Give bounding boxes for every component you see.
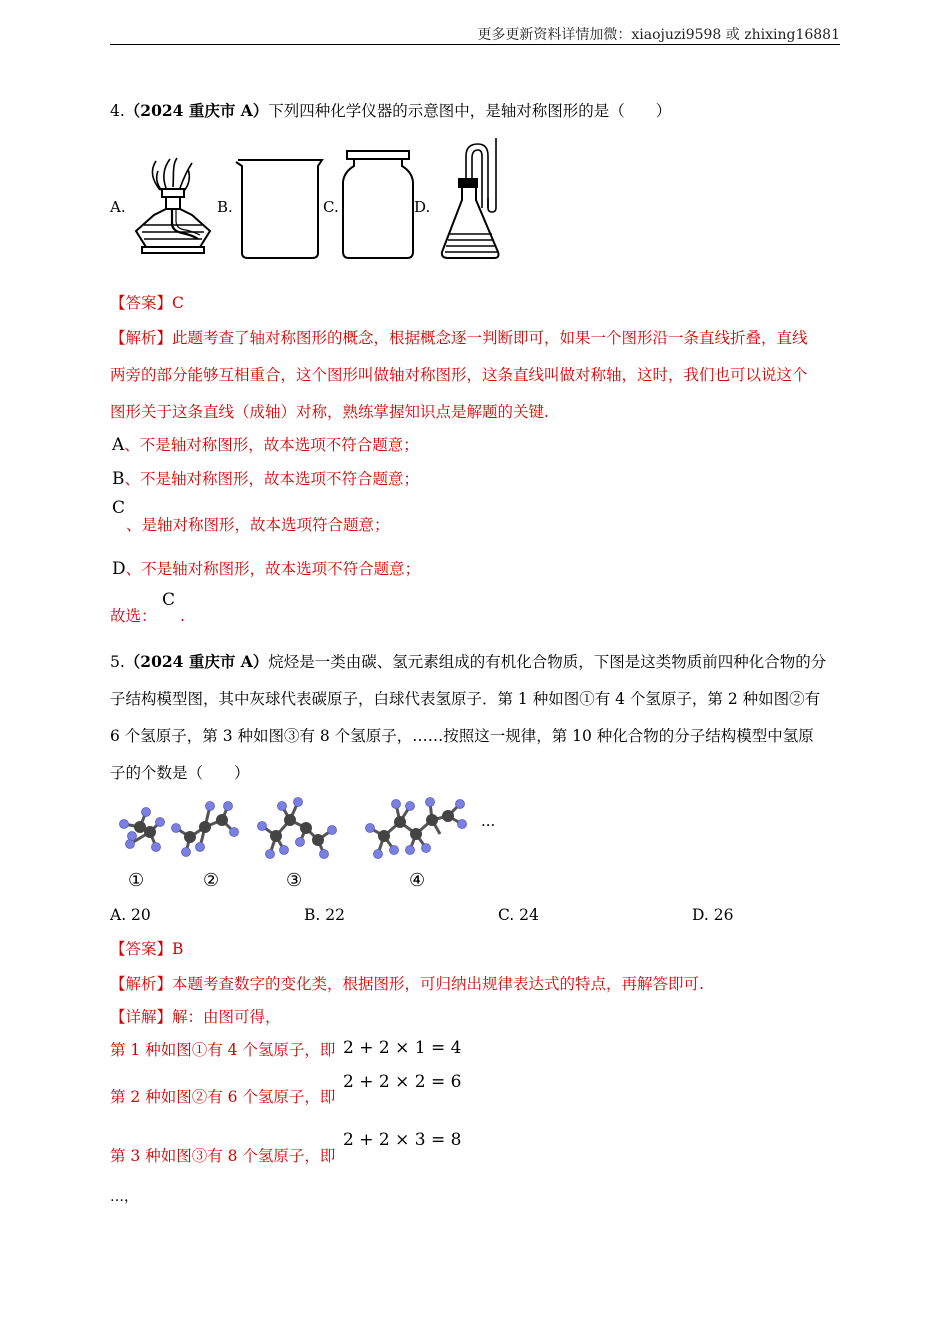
- figure-label-3: ③: [286, 870, 303, 891]
- hydrogen-atoms: [120, 798, 467, 859]
- q5-choice-c: C. 24: [498, 906, 539, 924]
- q5-detail: [110, 999, 281, 1036]
- figure-label-1: ①: [128, 870, 145, 891]
- q5-stem-line-3: 6 个氢原子，第 3 种如图③有 8 个氢原子，……按照这一规律，第 10 种化合物的分子结构模型中氢原: [110, 727, 814, 745]
- q4-item-b: [112, 461, 419, 498]
- q4-item-b-letter: B: [112, 469, 125, 489]
- q4-item-a-letter: A: [112, 435, 125, 455]
- q4-item-a: [112, 427, 419, 464]
- q5-analysis: [110, 966, 704, 1003]
- q4-conclusion-prefix: 故选：: [110, 607, 157, 625]
- alcohol-lamp-figure: [132, 155, 214, 263]
- figure-label-4: ④: [409, 870, 426, 891]
- q4-answer-value: C: [172, 294, 184, 312]
- q5-stem-line-1: [110, 643, 842, 681]
- q5-step-3-text: 第 3 种如图③有 8 个氢原子，即: [110, 1147, 336, 1165]
- q4-item-c-letter: C: [112, 498, 126, 518]
- q5-detail-text: 解：由图可得，: [172, 1008, 281, 1026]
- q4-option-d-label: D.: [414, 198, 431, 216]
- q5-step-1-formula: 2 + 2 × 1 = 4: [343, 1038, 462, 1058]
- q4-analysis-line-3: 图形关于这条直线（成轴）对称，熟练掌握知识点是解题的关键.: [110, 403, 549, 421]
- q4-item-d-letter: D: [112, 559, 126, 579]
- q4-item-d-text: 、不是轴对称图形，故本选项不符合题意；: [125, 560, 421, 578]
- q4-number: 4.: [110, 102, 125, 120]
- q5-stem: [110, 643, 842, 792]
- q4-source: （2024 重庆市 A）: [124, 101, 269, 120]
- header-divider: [110, 44, 840, 45]
- q4-option-a-label: A.: [110, 198, 126, 216]
- q5-source: （2024 重庆市 A）: [124, 652, 269, 671]
- q4-option-b-label: B.: [217, 198, 233, 216]
- q4-stem: [110, 92, 671, 130]
- q4-answer: [110, 285, 184, 322]
- q4-conclusion-suffix: .: [180, 607, 185, 625]
- reagent-bottle-figure: [340, 148, 420, 263]
- conical-flask-figure: [436, 138, 516, 263]
- q4-analysis-label: 【解析】: [110, 329, 173, 347]
- molecule-ellipsis: ···: [481, 816, 496, 834]
- q5-step-3-formula: 2 + 2 × 3 = 8: [343, 1130, 462, 1150]
- q5-detail-label: 【详解】: [110, 1008, 173, 1026]
- q5-number: 5.: [110, 653, 125, 671]
- q5-stem-text-1: 烷烃是一类由碳、氢元素组成的有机化合物质，下图是这类物质前四种化合物的分: [268, 653, 827, 671]
- q5-stem-line-2: 子结构模型图，其中灰球代表碳原子，白球代表氢原子．第 1 种如图①有 4 个氢原子，第 2 种如图②有: [110, 690, 821, 708]
- beaker-figure: [234, 155, 326, 263]
- q4-answer-label: 【答案】: [110, 294, 173, 312]
- q4-analysis-line-1: [110, 320, 842, 357]
- q5-step-1-text: 第 1 种如图①有 4 个氢原子，即: [110, 1041, 336, 1059]
- q4-stem-text: 下列四种化学仪器的示意图中，是轴对称图形的是（ ）: [268, 102, 672, 120]
- q5-choice-a: A. 20: [110, 906, 151, 924]
- q4-item-c-text: 、是轴对称图形，故本选项符合题意；: [126, 516, 390, 534]
- q4-item-a-text: 、不是轴对称图形，故本选项不符合题意；: [124, 436, 419, 454]
- q5-trail: …，: [110, 1189, 138, 1205]
- q4-item-b-text: 、不是轴对称图形，故本选项不符合题意；: [124, 470, 420, 488]
- q5-choice-b: B. 22: [304, 906, 345, 924]
- q4-item-d: [112, 551, 420, 588]
- q5-choice-d: D. 26: [692, 906, 734, 924]
- q4-analysis: [110, 320, 842, 431]
- q5-step-2-text: 第 2 种如图②有 6 个氢原子，即: [110, 1088, 336, 1106]
- q5-answer-label: 【答案】: [110, 940, 173, 958]
- q4-option-c-label: C.: [323, 198, 339, 216]
- q5-stem-line-4: 子的个数是（ ）: [110, 764, 250, 782]
- q5-analysis-label: 【解析】: [110, 975, 173, 993]
- molecule-figures: [110, 792, 510, 867]
- q4-conclusion-letter: C: [162, 590, 176, 610]
- q5-answer: [110, 931, 183, 968]
- q4-analysis-line-2: 两旁的部分能够互相重合，这个图形叫做轴对称图形，这条直线叫做对称轴，这时，我们也可以说这个: [110, 366, 808, 384]
- q4-analysis-text-1: 此题考查了轴对称图形的概念，根据概念逐一判断即可，如果一个图形沿一条直线折叠，直线: [172, 329, 808, 347]
- page-header: 更多更新资料详情加微：xiaojuzi9598 或 zhixing16881: [477, 27, 840, 43]
- q5-answer-value: B: [172, 940, 184, 958]
- q5-analysis-text: 本题考查数字的变化类，根据图形，可归纳出规律表达式的特点，再解答即可.: [172, 975, 704, 993]
- figure-label-2: ②: [203, 870, 220, 891]
- q5-step-2-formula: 2 + 2 × 2 = 6: [343, 1072, 462, 1092]
